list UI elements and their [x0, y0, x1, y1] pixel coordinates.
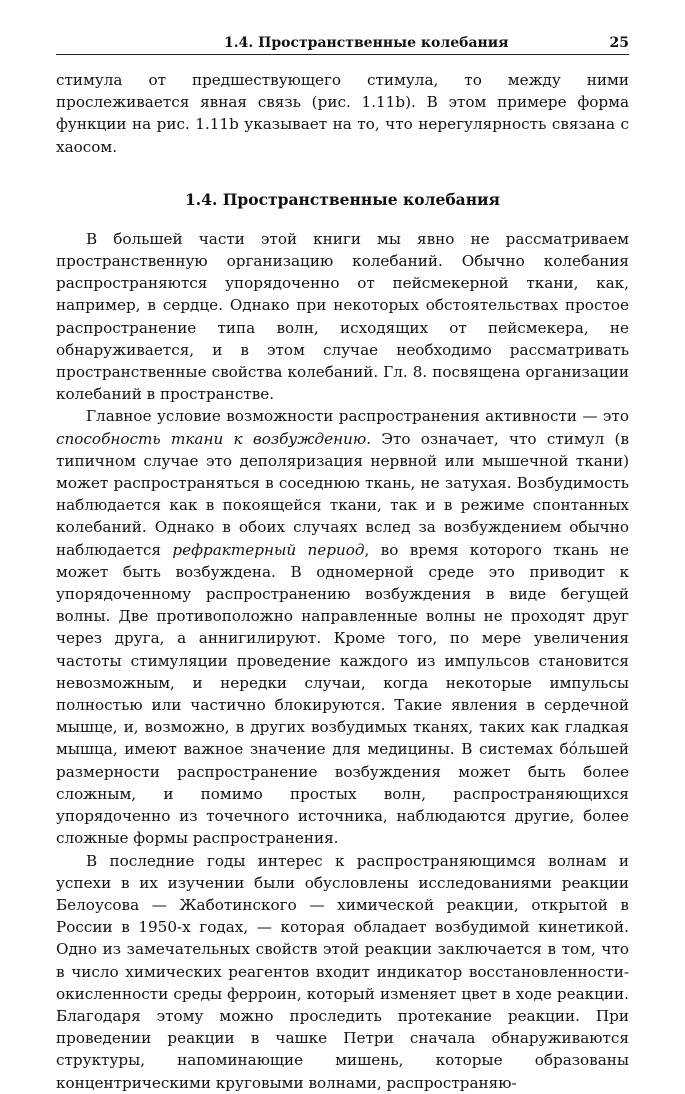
- continued-paragraph: стимула от предшествующего стимула, то между ними прослеживается явная связь (рис. 1.11b). В этом примере форма функции на рис. 1.11b указывает на то, что нерегулярность связана с хаосом.: [56, 71, 629, 156]
- paragraph-2-emphasis-excitability: способность ткани к возбуждению.: [56, 429, 372, 448]
- section-heading: 1.4. Пространственные колебания: [185, 189, 500, 209]
- page-body: [56, 69, 629, 1094]
- paragraph-2: [56, 405, 629, 849]
- paragraph-2-text-3: , во время которого ткань не может быть возбуждена. В одномерной среде это приводит к упорядоченному распространению возбуждения в виде бегущей волны. Две противоположно направленные волны не проходят друг через друга, а аннигилируют. Кроме того, по мере увеличения частоты стимуляции проведение каждого из импульсов становится невозможным, и нередки случаи, когда некоторые импульсы полностью или частично блокируются. Такие явления в сердечной мышце, и, возможно, в других возбудимых тканях, таких как гладкая мышца, имеют важное значение для медицины. В системах бо́льшей размерности распространение возбуждения может быть более сложным, и помимо простых волн, распространяющихся упорядоченно из точечного источника, наблюдаются другие, более сложные формы распространения.: [56, 540, 629, 848]
- book-page: [56, 32, 629, 1094]
- running-head: [56, 32, 629, 55]
- paragraph-3: В последние годы интерес к распространяющимся волнам и успехи в их изучении были обусловлены исследованиями реакции Белоусова — Жаботинского — химической реакции, открытой в России в 1950-х годах, — которая обладает возбудимой кинетикой. Одно из замечательных свойств этой реакции заключается в том, что в число химических реагентов входит индикатор восстановленности-окисленности среды ферроин, который изменяет цвет в ходе реакции. Благодаря этому можно проследить протекание реакции. При проведении реакции в чашке Петри сначала обнаруживаются структуры, напоминающие мишень, которые образованы концентрическими круговыми волнами, распространяю-: [56, 851, 629, 1092]
- paragraph-2-text-1: Главное условие возможности распространения активности — это: [86, 407, 629, 426]
- running-head-title: 1.4. Пространственные колебания: [224, 35, 509, 51]
- paragraph-2-emphasis-refractory: рефрактерный период: [172, 540, 365, 559]
- page-number: 25: [609, 35, 629, 51]
- paragraph-1: В большей части этой книги мы явно не рассматриваем пространственную организацию колебаний. Обычно колебания распространяются упорядоченно от пейсмекерной ткани, как, например, в сердце. Однако при некоторых обстоятельствах простое распространение типа волн, исходящих от пейсмекера, не обнаруживается, и в этом случае необходимо рассматривать пространственные свойства колебаний. Гл. 8. посвящена организации колебаний в пространстве.: [56, 229, 629, 404]
- paragraph-2-text-2: Это означает, что стимул (в типичном случае это деполяризация нервной или мышечной ткани) может распространяться в соседнюю ткань, не затухая. Возбудимость наблюдается как в покоящейся ткани, так и в режиме спонтанных колебаний. Однако в обоих случаях вслед за возбуждением обычно наблюдается: [56, 429, 629, 559]
